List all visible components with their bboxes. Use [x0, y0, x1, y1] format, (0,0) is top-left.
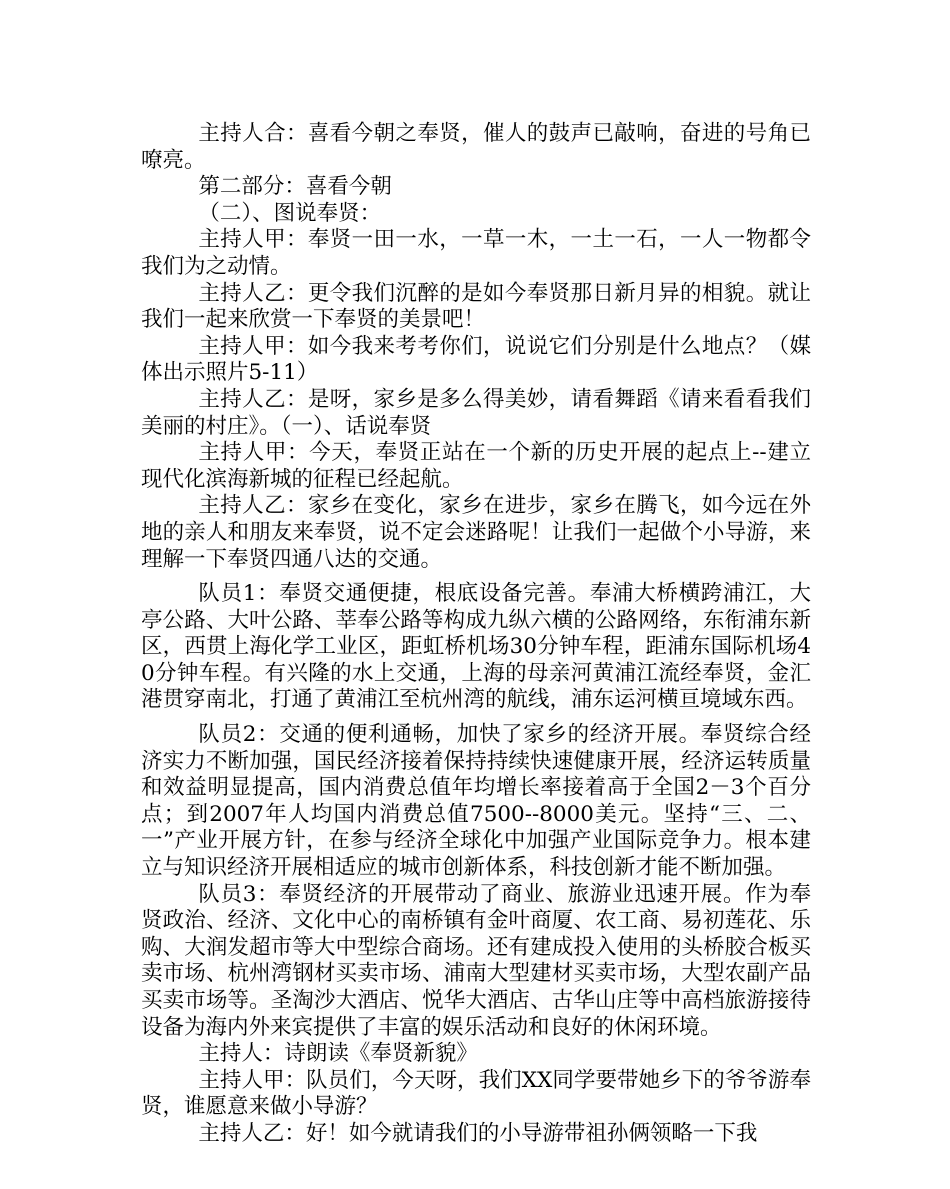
paragraph-member-2: 队员2：交通的便利通畅，加快了家乡的经济开展。奉贤综合经济实力不断加强，国民经济接着保持持续快速健康开展，经济运转质量和效益明显提高，国内消费总值年均增长率接着高于全国2－3个百分点；到2007年人均国内消费总值7500--8000美元。坚持“三、二、一”产业开展方针，在参与经济全球化中加强产业国际竞争力。根本建立与知识经济开展相适应的城市创新体系，科技创新才能不断加强。 [141, 722, 811, 881]
paragraph-host-b-3: 主持人乙：家乡在变化，家乡在进步，家乡在腾飞，如今远在外地的亲人和朋友来奉贤，说不定会迷路呢！让我们一起做个小导游，来理解一下奉贤四通八达的交通。 [141, 493, 811, 572]
paragraph-host-a-3: 主持人甲：今天，奉贤正站在一个新的历史开展的起点上--建立现代化滨海新城的征程已经起航。 [141, 440, 811, 492]
subsection-heading-pictures: （二）、图说奉贤： [198, 200, 382, 226]
paragraph-host-a-1: 主持人甲：奉贤一田一水，一草一木，一土一石，一人一物都令我们为之动情。 [141, 227, 811, 279]
paragraph-host-b-4: 主持人乙：好！如今就请我们的小导游带祖孙俩领略一下我 [198, 1120, 758, 1146]
paragraph-host-b-1: 主持人乙：更令我们沉醉的是如今奉贤那日新月异的相貌。就让我们一起来欣赏一下奉贤的美景吧！ [141, 280, 811, 333]
document-body [141, 121, 811, 1148]
paragraph-host-b-2: 主持人乙：是呀，家乡是多么得美妙，请看舞蹈《请来看看我们美丽的村庄》。（一）、话说奉贤 [141, 386, 811, 439]
paragraph-host-together: 主持人合：喜看今朝之奉贤，催人的鼓声已敲响，奋进的号角已嘹亮。 [141, 121, 811, 173]
paragraph-host-poem: 主持人：诗朗读《奉贤新貌》 [198, 1041, 478, 1067]
paragraph-member-1: 队员1：奉贤交通便捷，根底设备完善。奉浦大桥横跨浦江，大亭公路、大叶公路、莘奉公路等构成九纵六横的公路网络，东衔浦东新区，西贯上海化学工业区，距虹桥机场30分钟车程，距浦东国际机场40分钟车程。有兴隆的水上交通，上海的母亲河黄浦江流经奉贤，金汇港贯穿南北，打通了黄浦江至杭州湾的航线，浦东运河横亘境域东西。 [141, 581, 811, 713]
paragraph-host-a-4: 主持人甲：队员们，今天呀，我们XX同学要带她乡下的爷爷游奉贤，谁愿意来做小导游？ [141, 1067, 811, 1120]
section-heading-part-two: 第二部分：喜看今朝 [198, 174, 392, 200]
paragraph-member-3: 队员3：奉贤经济的开展带动了商业、旅游业迅速开展。作为奉贤政治、经济、文化中心的南桥镇有金叶商厦、农工商、易初莲花、乐购、大润发超市等大中型综合商场。还有建成投入使用的头桥胶合板买卖市场、杭州湾钢材买卖市场、浦南大型建材买卖市场，大型农副产品买卖市场等。圣淘沙大酒店、悦华大酒店、古华山庄等中高档旅游接待设备为海内外来宾提供了丰富的娱乐活动和良好的休闲环境。 [141, 881, 811, 1040]
paragraph-host-a-2: 主持人甲：如今我来考考你们，说说它们分别是什么地点？（媒体出示照片5-11） [141, 333, 811, 386]
